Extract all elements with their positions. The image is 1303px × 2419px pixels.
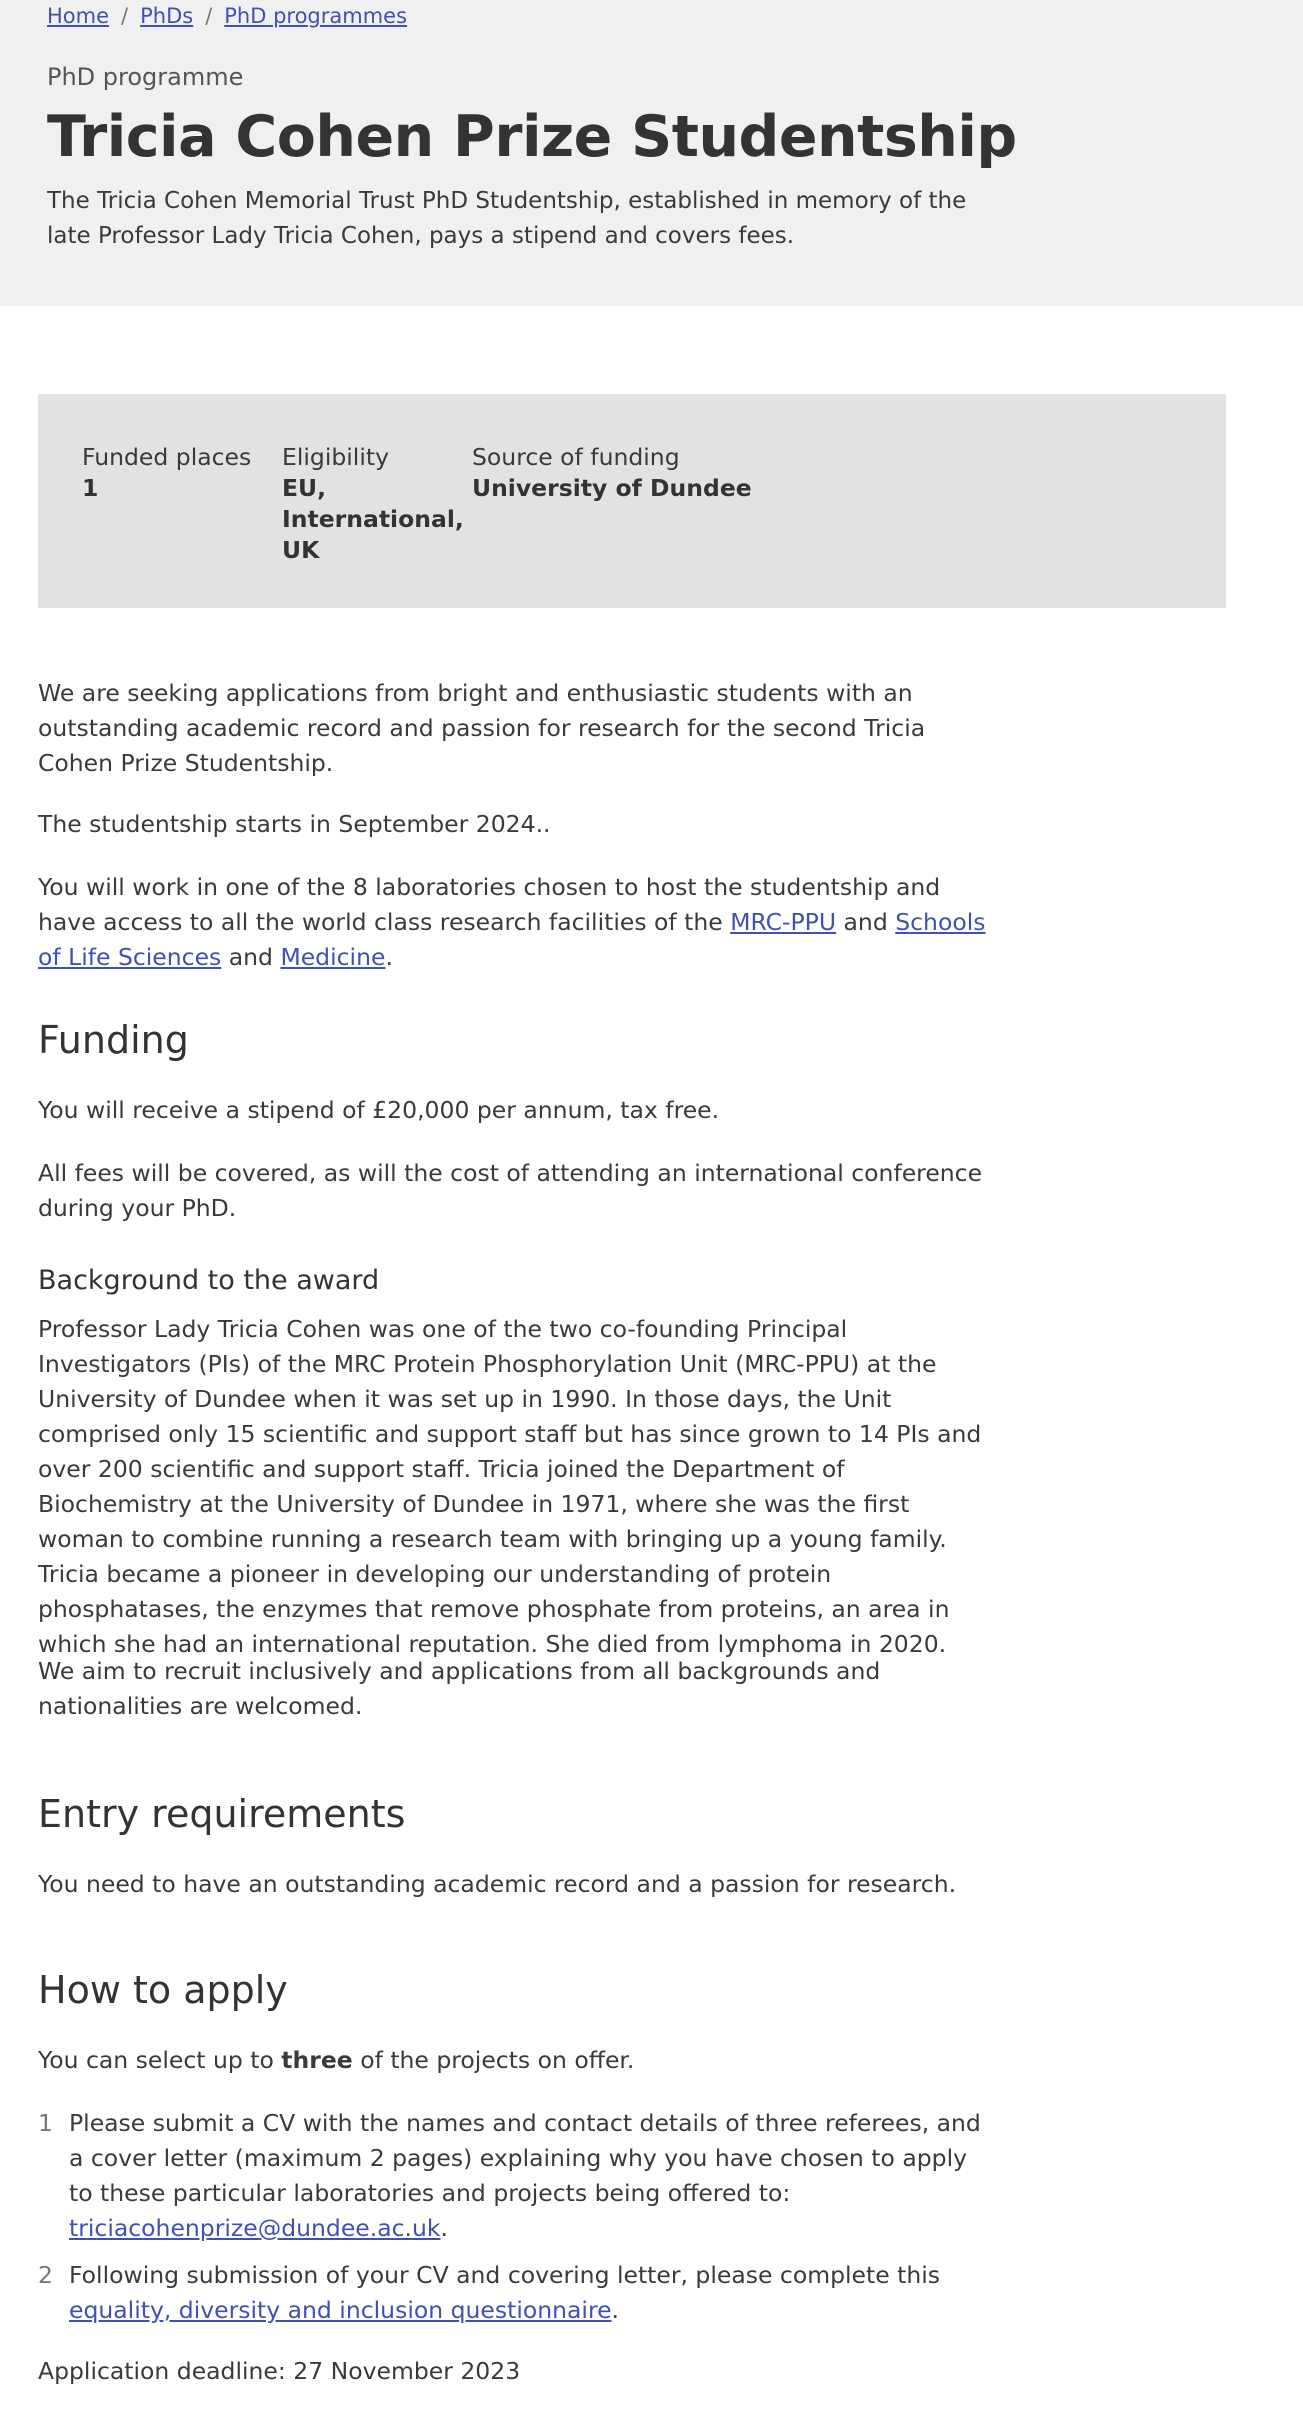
laboratories-paragraph — [38, 870, 998, 975]
how-to-apply-heading: How to apply — [38, 1968, 288, 2012]
fact-source-of-funding — [472, 442, 792, 504]
breadcrumb-separator: / — [205, 4, 213, 28]
entry-requirements-heading: Entry requirements — [38, 1792, 406, 1836]
breadcrumb-phds-link[interactable]: PhDs — [140, 4, 194, 28]
fact-value: EU, International, UK — [282, 474, 464, 564]
step-number: 1 — [38, 2109, 53, 2137]
schools-of-life-sciences-link[interactable]: Schools of Life Sciences — [38, 908, 986, 971]
list-item — [38, 2106, 998, 2246]
fact-funded-places — [82, 442, 262, 504]
page-title: Tricia Cohen Prize Studentship — [47, 104, 1017, 170]
key-facts-panel — [38, 394, 1226, 608]
fact-label: Source of funding — [472, 443, 680, 471]
paragraph-text: and — [221, 943, 281, 971]
email-link[interactable]: triciacohenprize@dundee.ac.uk — [69, 2214, 441, 2242]
paragraph-text: . — [385, 943, 393, 971]
breadcrumb-home-link[interactable]: Home — [47, 4, 110, 28]
step-text-end: . — [611, 2296, 620, 2324]
list-item — [38, 2258, 998, 2328]
application-steps — [38, 2106, 998, 2340]
funding-heading: Funding — [38, 1018, 189, 1062]
edi-questionnaire-link[interactable]: equality, diversity and inclusion questionnaire — [69, 2296, 612, 2324]
background-heading: Background to the award — [38, 1265, 380, 1296]
fees-paragraph: All fees will be covered, as will the cost of attending an international conference during your PhD. — [38, 1159, 983, 1222]
breadcrumb — [47, 4, 407, 28]
paragraph-text: You can select up to — [38, 2046, 282, 2074]
page-header — [0, 0, 1303, 306]
paragraph-text: of the projects on offer. — [352, 2046, 635, 2074]
fact-label: Eligibility — [282, 443, 389, 471]
paragraph-text: and — [836, 908, 896, 936]
breadcrumb-phd-programmes-link[interactable]: PhD programmes — [224, 4, 408, 28]
stipend-paragraph: You will receive a stipend of £20,000 per annum, tax free. — [38, 1096, 720, 1124]
page-kicker: PhD programme — [47, 63, 244, 91]
page-intro: The Tricia Cohen Memorial Trust PhD Studentship, established in memory of the late Professor Lady Tricia Cohen, pays a stipend and covers fees. — [47, 188, 967, 249]
step-text-end: . — [440, 2214, 448, 2242]
entry-requirements-paragraph: You need to have an outstanding academic record and a passion for research. — [38, 1870, 957, 1898]
step-number: 2 — [38, 2261, 53, 2289]
fact-eligibility — [282, 442, 464, 566]
fact-label: Funded places — [82, 443, 252, 471]
application-deadline: Application deadline: 27 November 2023 — [38, 2357, 521, 2385]
mrc-ppu-link[interactable]: MRC-PPU — [730, 908, 837, 936]
background-paragraph: Professor Lady Tricia Cohen was one of the two co-founding Principal Investigators (PIs) of the MRC Protein Phosphorylation Unit (MRC-PPU) at the University of Dundee when it was set up in 1990. In those days, the Unit comprised only 15 scientific and support staff but has since grown to 14 PIs and over 200 scientific and support staff. Tricia joined the Department of Biochemistry at the University of Dundee in 1971, where she was the first woman to combine running a research team with bringing up a young family. Tricia became a pioneer in developing our understanding of protein phosphatases, the enzymes that remove phosphate from proteins, an area in which she had an international reputation. She died from lymphoma in 2020. — [38, 1315, 982, 1658]
inclusion-paragraph: We aim to recruit inclusively and applications from all backgrounds and nationalities are welcomed. — [38, 1657, 881, 1720]
step-text: Following submission of your CV and covering letter, please complete this — [69, 2261, 941, 2289]
medicine-link[interactable]: Medicine — [280, 943, 386, 971]
paragraph-text: You will work in one of the 8 laboratories chosen to host the studentship and have access to all the world class research facilities of the — [38, 873, 941, 936]
step-text: Please submit a CV with the names and contact details of three referees, and a cover letter (maximum 2 pages) explaining why you have chosen to apply to these particular laboratories and projects being offered to: — [69, 2109, 981, 2207]
start-date-paragraph: The studentship starts in September 2024.. — [38, 810, 551, 838]
apply-intro-paragraph — [38, 2043, 998, 2078]
breadcrumb-separator: / — [121, 4, 129, 28]
fact-value: 1 — [82, 474, 99, 502]
emphasis-text: three — [281, 2046, 353, 2074]
overview-paragraph: We are seeking applications from bright and enthusiastic students with an outstanding academic record and passion for research for the second Tricia Cohen Prize Studentship. — [38, 679, 926, 777]
fact-value: University of Dundee — [472, 474, 752, 502]
